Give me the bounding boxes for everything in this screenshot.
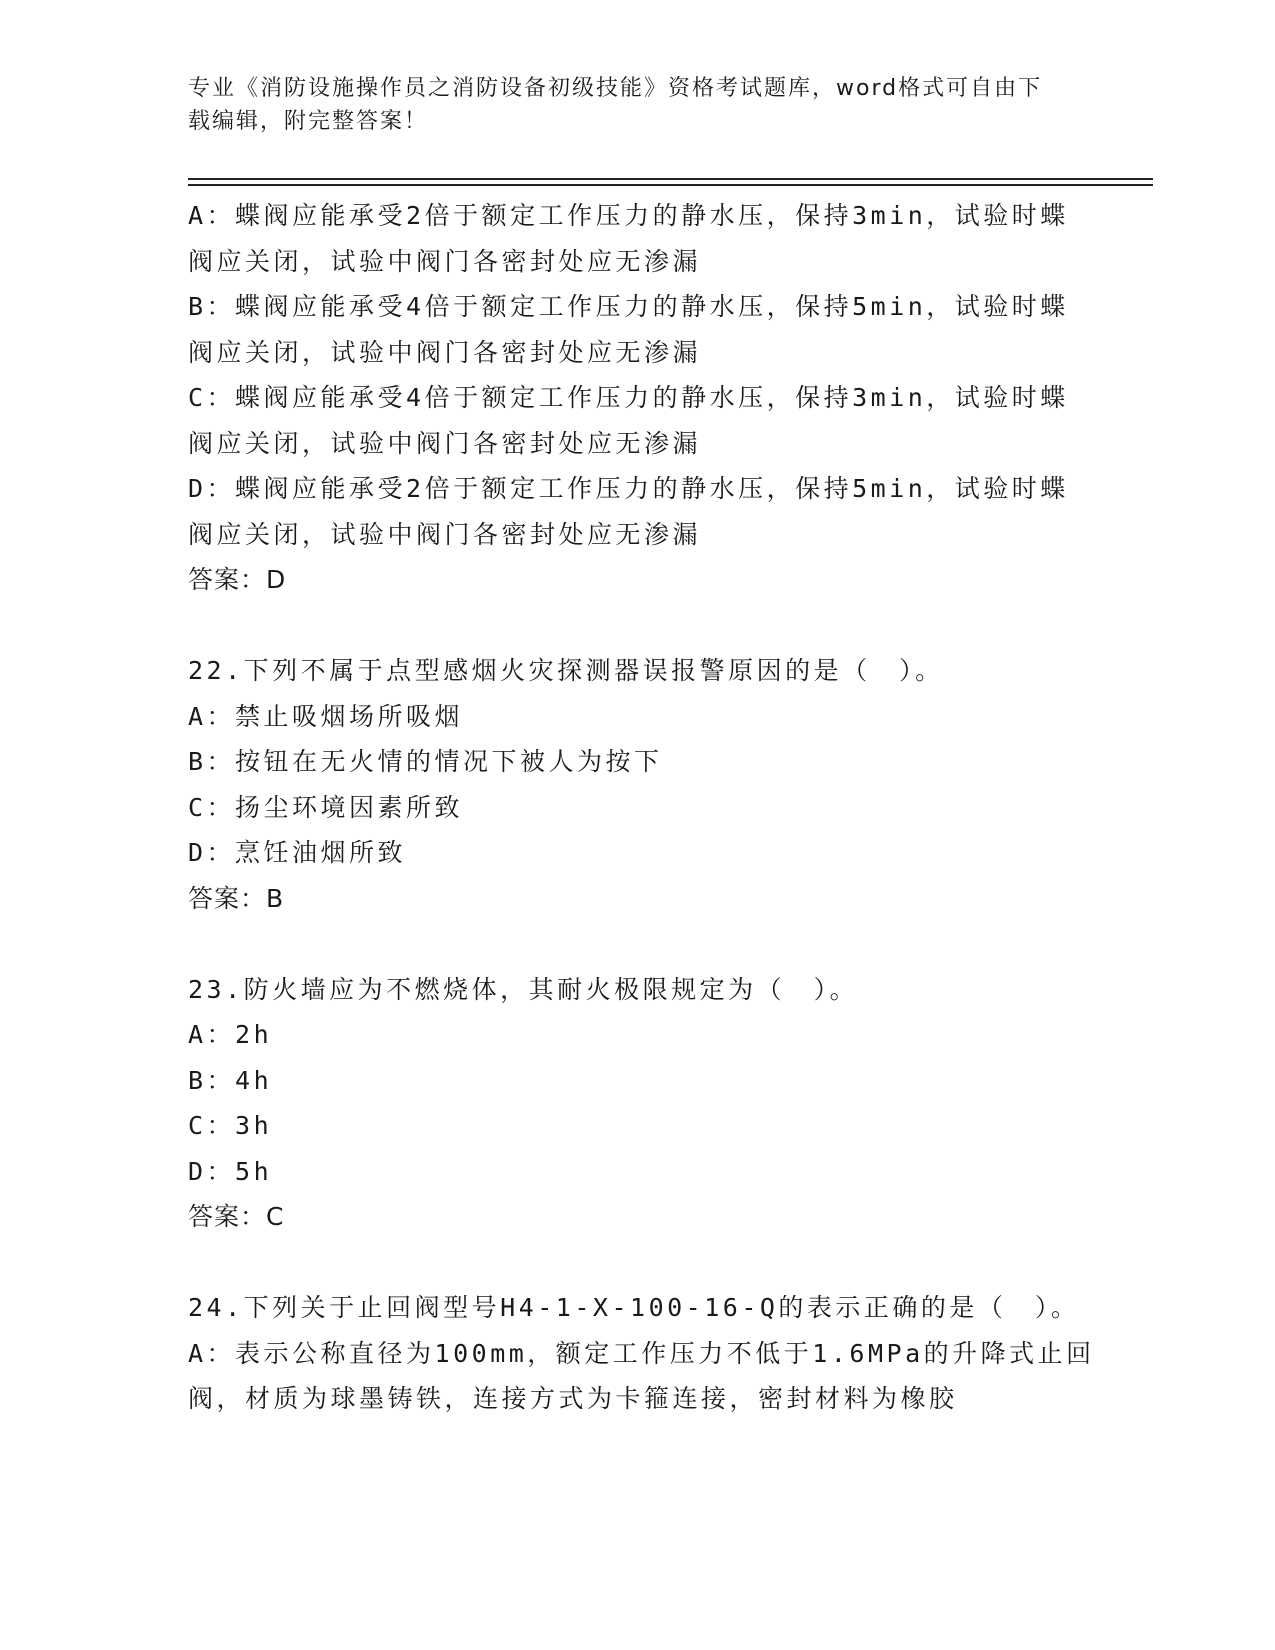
question-content (188, 193, 1095, 1422)
option-a-line-2: 阀，材质为球墨铸铁，连接方式为卡箍连接，密封材料为橡胶 (188, 1384, 958, 1413)
question-22-text: 22.下列不属于点型感烟火灾探测器误报警原因的是（ ）。 (188, 656, 944, 685)
option-a-line-1: A：蝶阀应能承受2倍于额定工作压力的静水压，保持3min，试验时蝶 (188, 201, 1069, 230)
question-23 (188, 967, 1088, 1240)
option-a: A：2h (188, 1020, 273, 1049)
option-b: B：4h (188, 1065, 273, 1095)
answer-21: 答案：D (188, 565, 287, 594)
option-d-line-1: D：蝶阀应能承受2倍于额定工作压力的静水压，保持5min，试验时蝶 (188, 474, 1069, 503)
answer-22: 答案：B (188, 883, 285, 913)
option-d-line-2: 阀应关闭，试验中阀门各密封处应无渗漏 (188, 519, 702, 549)
option-a-line-2: 阀应关闭，试验中阀门各密封处应无渗漏 (188, 246, 702, 276)
option-b-line-1: B：蝶阀应能承受4倍于额定工作压力的静水压，保持5min，试验时蝶 (188, 292, 1069, 321)
header-divider-bottom (188, 184, 1153, 186)
option-b: B：按钮在无火情的情况下被人为按下 (188, 747, 663, 776)
option-c: C：3h (188, 1111, 273, 1140)
spacer (188, 603, 1088, 649)
option-a-line-1: A：表示公称直径为100mm，额定工作压力不低于1.6MPa的升降式止回 (188, 1338, 1095, 1368)
option-d: D：5h (188, 1156, 273, 1186)
spacer (188, 921, 1088, 967)
question-23-text: 23.防火墙应为不燃烧体，其耐火极限规定为（ ）。 (188, 974, 859, 1004)
option-d: D：烹饪油烟所致 (188, 838, 407, 867)
question-24-text: 24.下列关于止回阀型号H4-1-X-100-16-Q的表示正确的是（ ）。 (188, 1293, 1080, 1322)
document-header (188, 72, 1068, 138)
question-21-options (188, 193, 1088, 603)
answer-23: 答案：C (188, 1202, 285, 1231)
header-divider-top (188, 178, 1153, 180)
option-b-line-2: 阀应关闭，试验中阀门各密封处应无渗漏 (188, 337, 702, 367)
option-a: A：禁止吸烟场所吸烟 (188, 701, 464, 731)
header-line-2: 载编辑，附完整答案！ (188, 109, 429, 134)
spacer (188, 1240, 1088, 1286)
option-c: C：扬尘环境因素所致 (188, 792, 464, 822)
option-c-line-1: C：蝶阀应能承受4倍于额定工作压力的静水压，保持3min，试验时蝶 (188, 383, 1069, 412)
header-line-1: 专业《消防设施操作员之消防设备初级技能》资格考试题库，word格式可自由下 (188, 76, 1043, 101)
question-24 (188, 1285, 1095, 1422)
option-c-line-2: 阀应关闭，试验中阀门各密封处应无渗漏 (188, 428, 702, 458)
question-22 (188, 648, 1088, 921)
